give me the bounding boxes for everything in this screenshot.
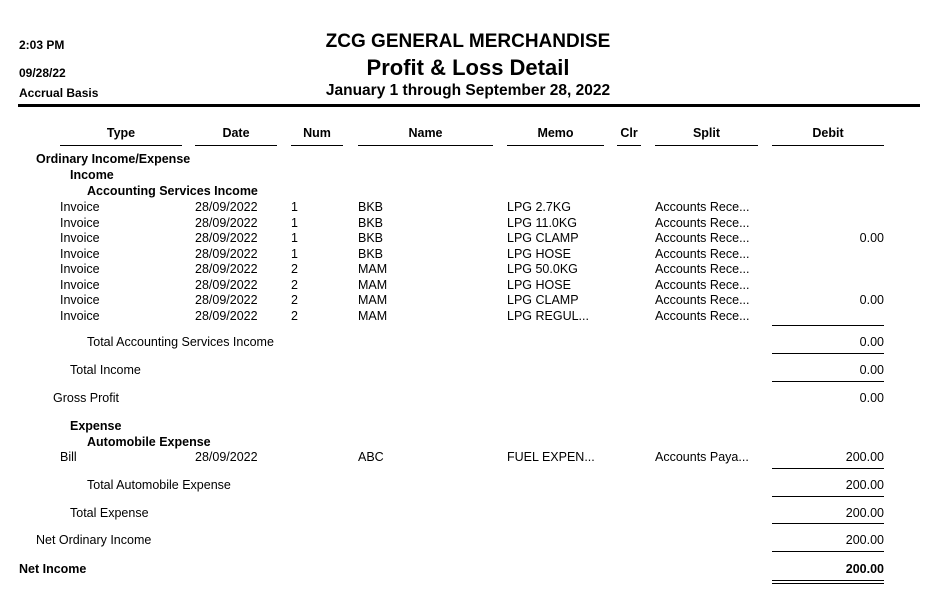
cell-split: Accounts Rece...: [655, 200, 750, 214]
cell-num: 1: [291, 215, 298, 230]
cell-name: BKB: [358, 246, 384, 261]
cell-name: MAM: [358, 293, 388, 307]
cell-split: Accounts Rece...: [655, 231, 750, 245]
subtotal-line-net-ordinary: [772, 523, 884, 524]
double-underline-bottom: [772, 583, 884, 584]
cell-num: 1: [291, 200, 298, 214]
total-expense-label: Total Expense: [70, 506, 149, 520]
cell-name: ABC: [358, 450, 384, 464]
col-underline-memo: [507, 145, 604, 146]
cell-num: 1: [291, 246, 298, 261]
cell-type: Invoice: [60, 215, 100, 230]
total-automobile-label: Total Automobile Expense: [87, 478, 231, 492]
cell-type: Invoice: [60, 231, 100, 245]
col-underline-split: [655, 145, 758, 146]
company-name: ZCG GENERAL MERCHANDISE: [325, 31, 611, 52]
cell-date: 28/09/2022: [195, 246, 258, 261]
col-header-name: Name: [408, 126, 443, 140]
cell-memo: LPG HOSE: [507, 277, 571, 292]
cell-date: 28/09/2022: [195, 450, 258, 464]
col-header-type: Type: [106, 126, 136, 140]
col-underline-debit: [772, 145, 884, 146]
cell-type: Invoice: [60, 262, 100, 276]
cell-type: Bill: [60, 450, 77, 464]
cell-memo: LPG 50.0KG: [507, 262, 578, 276]
gross-profit-value: 0.00: [859, 391, 884, 405]
cell-num: 2: [291, 277, 298, 292]
header-divider: [18, 104, 920, 107]
cell-memo: LPG CLAMP: [507, 293, 579, 307]
subtotal-line-gross: [772, 381, 884, 382]
total-expense-value: 200.00: [845, 506, 884, 520]
col-header-memo: Memo: [537, 126, 574, 140]
cell-split: Accounts Rece...: [655, 277, 750, 292]
cell-split: Accounts Rece...: [655, 246, 750, 261]
cell-date: 28/09/2022: [195, 200, 258, 214]
col-underline-num: [291, 145, 343, 146]
cell-memo: LPG HOSE: [507, 246, 571, 261]
cell-num: 1: [291, 231, 298, 245]
section-automobile: Automobile Expense: [87, 435, 211, 449]
section-expense: Expense: [70, 419, 122, 433]
subtotal-line-automobile: [772, 468, 884, 469]
total-income-value: 0.00: [859, 363, 884, 377]
cell-debit: 0.00: [859, 293, 884, 307]
cell-name: BKB: [358, 200, 384, 214]
cell-memo: LPG 2.7KG: [507, 200, 571, 214]
cell-type: Invoice: [60, 200, 100, 214]
cell-debit: 0.00: [859, 231, 884, 245]
cell-num: 2: [291, 293, 298, 307]
subtotal-line-income: [772, 353, 884, 354]
col-underline-name: [358, 145, 493, 146]
double-underline-top: [772, 580, 884, 581]
report-title: Profit & Loss Detail: [366, 55, 570, 80]
section-accounting: Accounting Services Income: [87, 184, 258, 198]
total-automobile-value: 200.00: [845, 478, 884, 492]
col-header-num: Num: [303, 126, 331, 140]
net-income-label: Net Income: [19, 562, 87, 576]
cell-memo: FUEL EXPEN...: [507, 450, 595, 464]
cell-type: Invoice: [60, 277, 100, 292]
cell-type: Invoice: [60, 308, 100, 323]
gross-profit-label: Gross Profit: [53, 391, 119, 405]
cell-split: Accounts Paya...: [655, 450, 749, 464]
cell-date: 28/09/2022: [195, 308, 258, 323]
subtotal-line-expense: [772, 496, 884, 497]
section-ordinary: Ordinary Income/Expense: [36, 152, 191, 166]
col-underline-clr: [617, 145, 641, 146]
report-basis: Accrual Basis: [19, 86, 99, 100]
cell-memo: LPG CLAMP: [507, 231, 579, 245]
subtotal-line-accounting: [772, 325, 884, 326]
total-income-label: Total Income: [70, 363, 141, 377]
cell-debit: 200.00: [845, 450, 884, 464]
col-underline-type: [60, 145, 182, 146]
cell-name: MAM: [358, 277, 388, 292]
cell-name: BKB: [358, 231, 384, 245]
cell-num: 2: [291, 262, 298, 276]
cell-date: 28/09/2022: [195, 215, 258, 230]
cell-date: 28/09/2022: [195, 277, 258, 292]
col-header-clr: Clr: [620, 126, 638, 140]
cell-date: 28/09/2022: [195, 231, 258, 245]
cell-memo: LPG REGUL...: [507, 308, 589, 323]
subtotal-line-net-income: [772, 551, 884, 552]
cell-name: MAM: [358, 262, 388, 276]
section-income: Income: [70, 168, 114, 182]
report-time: 2:03 PM: [19, 38, 65, 52]
col-header-split: Split: [692, 126, 721, 140]
report-date: 09/28/22: [19, 66, 66, 80]
cell-type: Invoice: [60, 246, 100, 261]
cell-memo: LPG 11.0KG: [507, 215, 577, 230]
col-underline-date: [195, 145, 277, 146]
cell-split: Accounts Rece...: [655, 215, 750, 230]
cell-split: Accounts Rece...: [655, 308, 750, 323]
cell-date: 28/09/2022: [195, 293, 258, 307]
cell-split: Accounts Rece...: [655, 293, 750, 307]
cell-date: 28/09/2022: [195, 262, 258, 276]
cell-name: MAM: [358, 308, 388, 323]
col-header-date: Date: [222, 126, 250, 140]
net-income-value: 200.00: [845, 562, 884, 576]
report-period: January 1 through September 28, 2022: [325, 82, 611, 99]
cell-type: Invoice: [60, 293, 100, 307]
cell-split: Accounts Rece...: [655, 262, 750, 276]
total-accounting-value: 0.00: [859, 335, 884, 349]
cell-num: 2: [291, 308, 298, 323]
col-header-debit: Debit: [812, 126, 844, 140]
net-ordinary-value: 200.00: [845, 533, 884, 547]
cell-name: BKB: [358, 215, 384, 230]
total-accounting-label: Total Accounting Services Income: [87, 335, 274, 349]
net-ordinary-label: Net Ordinary Income: [36, 533, 152, 547]
